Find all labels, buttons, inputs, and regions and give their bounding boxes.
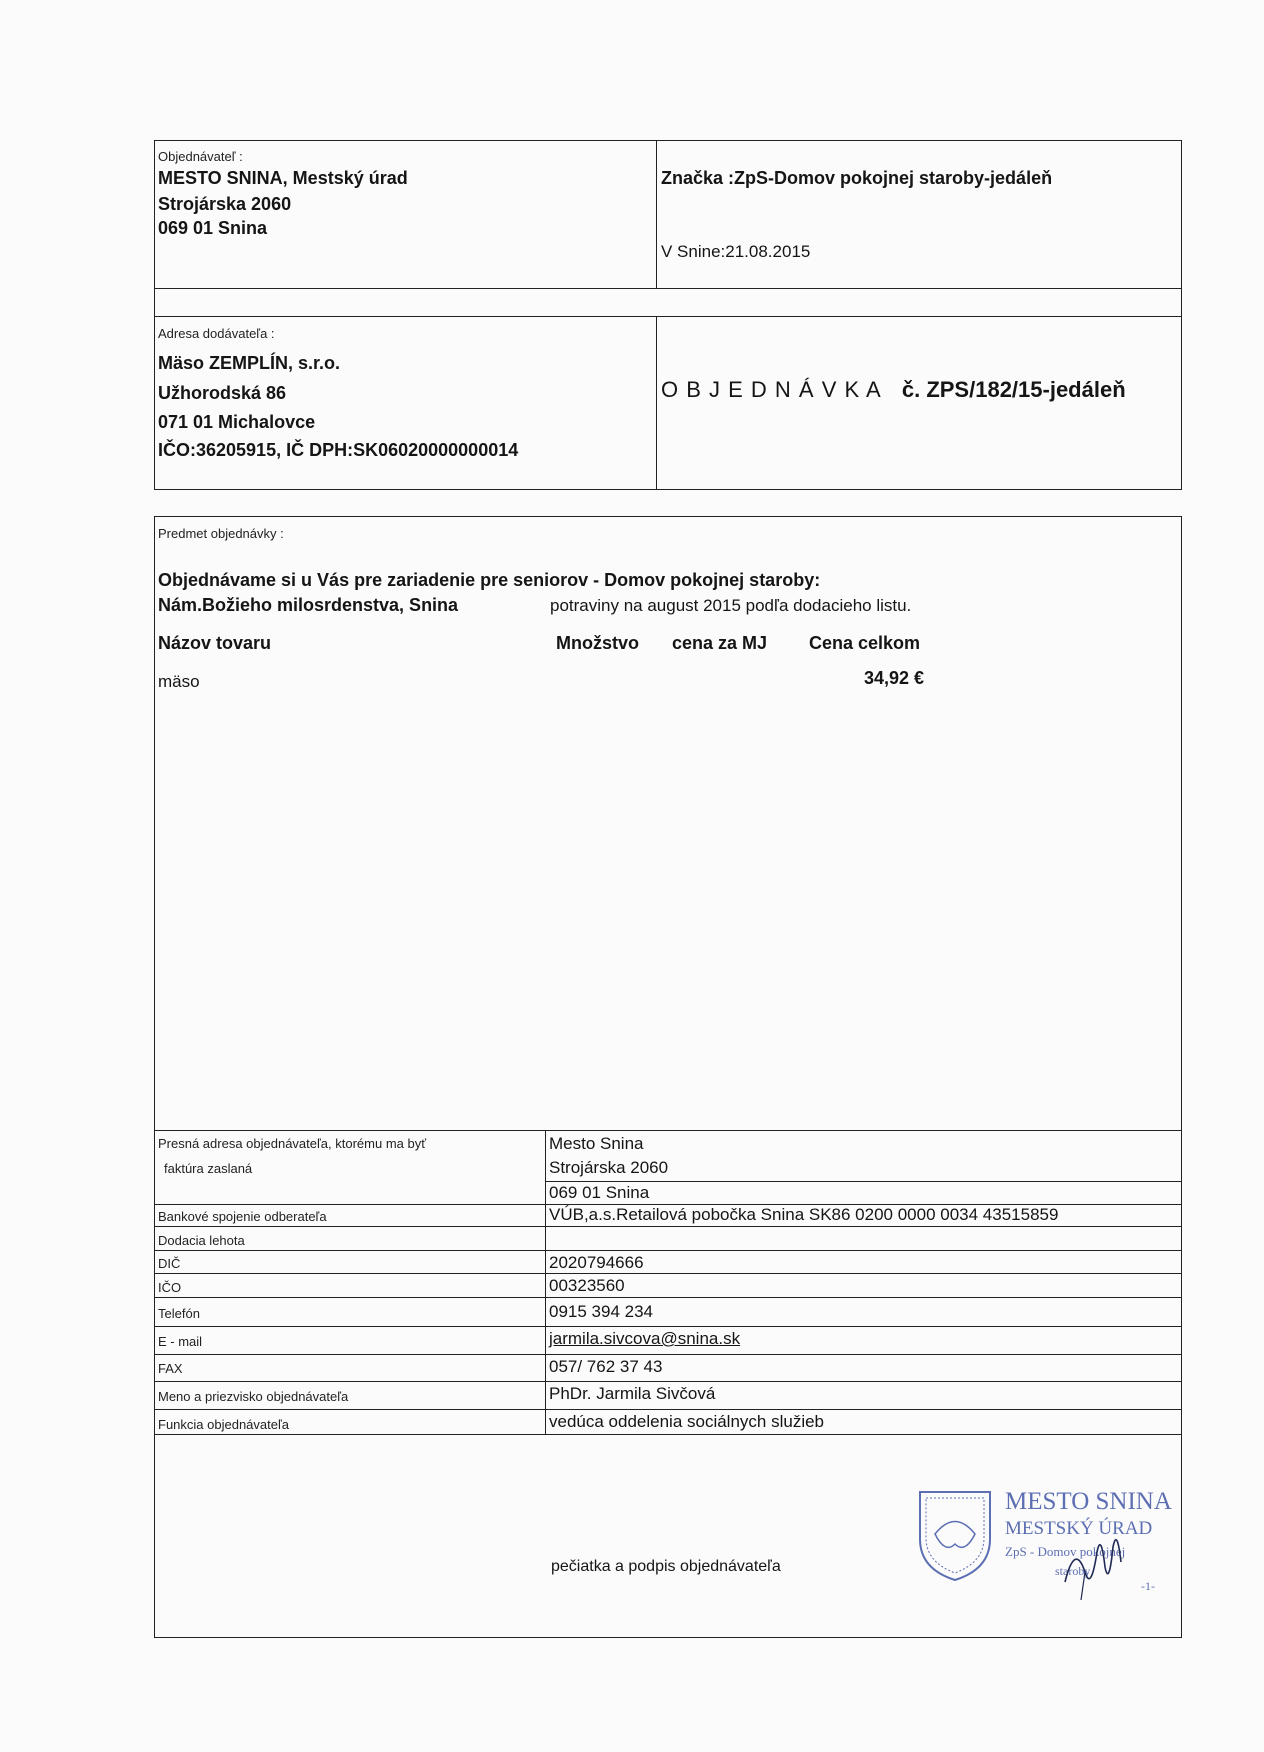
invoice-address-line: Strojárska 2060 <box>549 1158 669 1177</box>
invoice-address-label-2: faktúra zaslaná <box>164 1161 253 1176</box>
invoice-address-label-1: Presná adresa objednávateľa, ktorému ma byť <box>158 1136 427 1151</box>
order-date: V Snine:21.08.2015 <box>661 242 811 261</box>
detail-label: Funkcia objednávateľa <box>158 1417 289 1432</box>
detail-label: Telefón <box>158 1306 200 1321</box>
official-stamp <box>905 1482 1172 1602</box>
row-line <box>154 1226 1182 1227</box>
item-total: 34,92 € <box>864 668 925 688</box>
supplier-label: Adresa dodávateľa : <box>158 326 275 341</box>
orderer-divider <box>656 140 657 289</box>
orderer-city: 069 01 Snina <box>158 218 268 238</box>
supplier-divider <box>656 316 657 490</box>
row-line <box>154 1354 1182 1355</box>
stamp-line-1: MESTO SNINA <box>1005 1488 1172 1515</box>
supplier-box <box>154 316 1182 490</box>
row-line <box>154 1273 1182 1274</box>
spacer-strip <box>154 288 1182 317</box>
subject-line-2-right: potraviny na august 2015 podľa dodacieho listu. <box>550 596 912 615</box>
row-line <box>154 1326 1182 1327</box>
subject-line-2-left: Nám.Božieho milosrdenstva, Snina <box>158 595 459 615</box>
order-title-word: O B J E D N Á V K A <box>661 377 882 402</box>
items-header-unit-price: cena za MJ <box>672 633 768 653</box>
items-header-total: Cena celkom <box>809 633 921 653</box>
row-line <box>154 1250 1182 1251</box>
reference-mark: Značka :ZpS-Domov pokojnej staroby-jedáleň <box>661 168 1053 188</box>
row-line <box>154 1409 1182 1410</box>
row-line <box>154 1381 1182 1382</box>
detail-label: Bankové spojenie odberateľa <box>158 1209 327 1224</box>
coat-of-arms-icon <box>910 1484 1000 1584</box>
supplier-ids: IČO:36205915, IČ DPH:SK06020000000014 <box>158 440 519 460</box>
orderer-label: Objednávateľ : <box>158 149 243 164</box>
supplier-name: Mäso ZEMPLÍN, s.r.o. <box>158 353 341 373</box>
detail-label: Meno a priezvisko objednávateľa <box>158 1389 349 1404</box>
row-line <box>154 1297 1182 1298</box>
supplier-city: 071 01 Michalovce <box>158 412 316 432</box>
subject-line-1: Objednávame si u Vás pre zariadenie pre seniorov - Domov pokojnej staroby: <box>158 570 821 590</box>
orderer-name: MESTO SNINA, Mestský úrad <box>158 168 408 188</box>
detail-value: 0915 394 234 <box>549 1302 653 1321</box>
detail-value: vedúca oddelenia sociálnych služieb <box>549 1412 825 1431</box>
subject-label: Predmet objednávky : <box>158 526 284 541</box>
details-divider <box>545 1130 546 1435</box>
item-name: mäso <box>158 672 200 691</box>
order-number: č. ZPS/182/15-jedáleň <box>901 377 1126 402</box>
order-title <box>661 377 1126 403</box>
invoice-address-line: Mesto Snina <box>549 1134 644 1153</box>
invoice-address-line: 069 01 Snina <box>549 1183 650 1202</box>
detail-label: DIČ <box>158 1256 181 1271</box>
detail-value: 057/ 762 37 43 <box>549 1357 663 1376</box>
detail-value: 2020794666 <box>549 1253 644 1272</box>
signature-label: pečiatka a podpis objednávateľa <box>551 1558 781 1575</box>
detail-label: Dodacia lehota <box>158 1233 245 1248</box>
supplier-street: Užhorodská 86 <box>158 383 287 403</box>
stamp-line-3: ZpS - Domov pokojnej <box>1005 1544 1126 1559</box>
handwritten-signature <box>1055 1512 1145 1602</box>
detail-value: PhDr. Jarmila Sivčová <box>549 1384 716 1403</box>
items-header-name: Názov tovaru <box>158 633 272 653</box>
email-value[interactable]: jarmila.sivcova@snina.sk <box>549 1329 741 1348</box>
stamp-line-2: MESTSKÝ ÚRAD <box>1005 1518 1153 1539</box>
orderer-box <box>154 140 1182 289</box>
orderer-street: Strojárska 2060 <box>158 194 292 214</box>
items-header-quantity: Množstvo <box>556 633 639 653</box>
detail-value: VÚB,a.s.Retailová pobočka Snina SK86 0200 0000 0034 43515859 <box>549 1205 1059 1224</box>
detail-label: FAX <box>158 1361 183 1376</box>
detail-label: E - mail <box>158 1334 203 1349</box>
detail-label: IČO <box>158 1280 182 1295</box>
stamp-line-5: -1- <box>1141 1579 1155 1593</box>
row-line <box>545 1181 1182 1182</box>
stamp-line-4: staroby <box>1055 1564 1091 1578</box>
detail-value: 00323560 <box>549 1276 625 1295</box>
